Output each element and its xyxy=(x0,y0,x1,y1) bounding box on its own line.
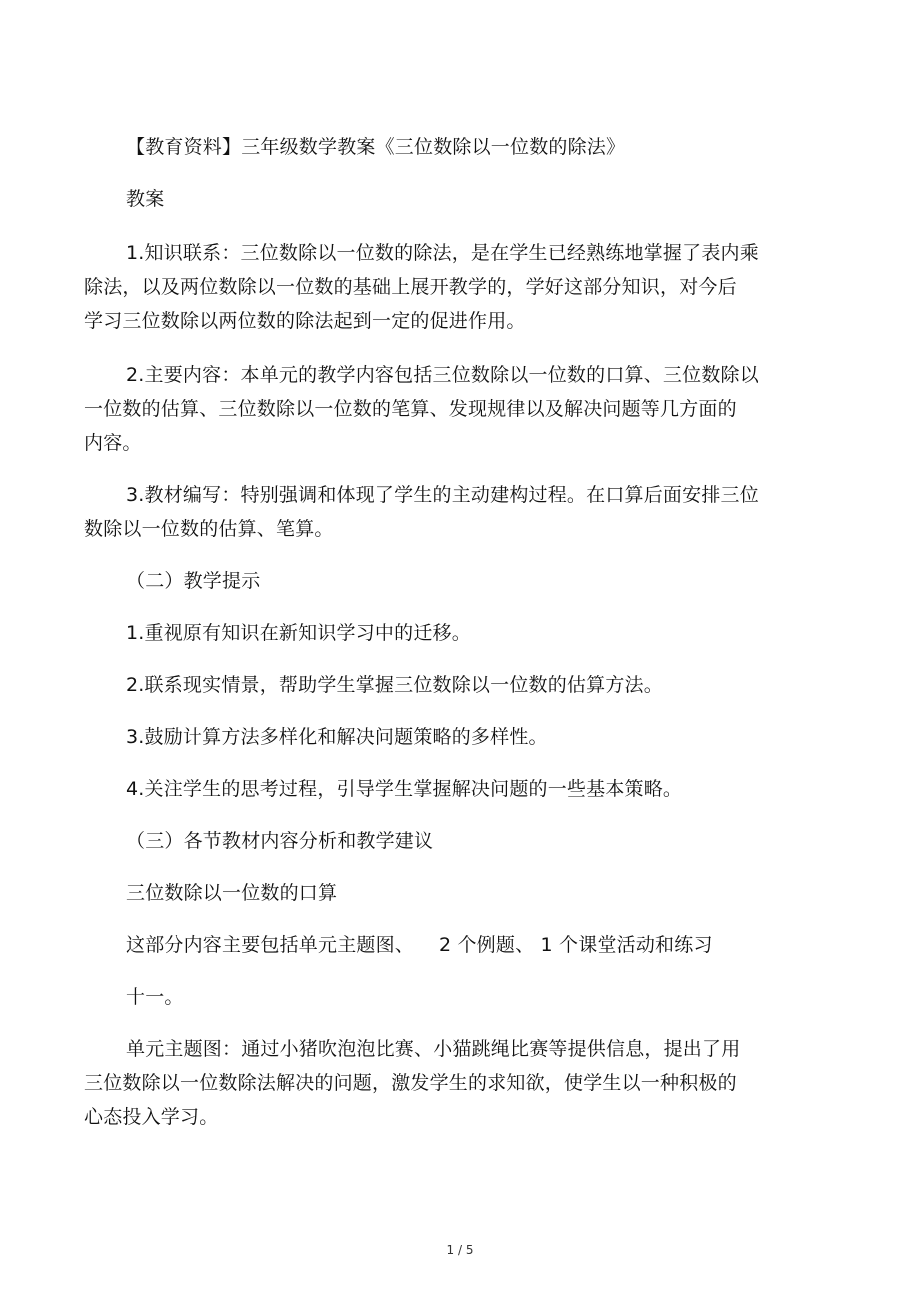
paragraph-3-line-2: 数除以一位数的估算、笔算。 xyxy=(84,518,334,540)
paragraph-2-line-2: 一位数的估算、三位数除以一位数的笔算、发现规律以及解决问题等几方面的 xyxy=(84,398,737,420)
paragraph-last-line-2: 三位数除以一位数除法解决的问题，激发学生的求知欲，使学生以一种积极的 xyxy=(84,1072,737,1094)
content-line-continued: 十一。 xyxy=(126,986,184,1008)
section-2-title: （二）教学提示 xyxy=(126,570,261,592)
paragraph-last-line-1: 单元主题图：通过小猪吹泡泡比赛、小猫跳绳比赛等提供信息，提出了用 xyxy=(126,1038,741,1060)
paragraph-2-line-3: 内容。 xyxy=(84,432,142,454)
document-title: 【教育资料】三年级数学教案《三位数除以一位数的除法》 xyxy=(126,136,626,158)
tip-item-4: 4.关注学生的思考过程，引导学生掌握解决问题的一些基本策略。 xyxy=(126,778,683,800)
subsection-title: 三位数除以一位数的口算 xyxy=(126,882,338,904)
tip-item-2: 2.联系现实情景，帮助学生掌握三位数除以一位数的估算方法。 xyxy=(126,674,663,696)
paragraph-1-line-2: 除法，以及两位数除以一位数的基础上展开教学的，学好这部分知识，对今后 xyxy=(84,276,737,298)
tip-item-3: 3.鼓励计算方法多样化和解决问题策略的多样性。 xyxy=(126,726,548,748)
paragraph-last-line-3: 心态投入学习。 xyxy=(84,1106,219,1128)
paragraph-2-line-1: 2.主要内容：本单元的教学内容包括三位数除以一位数的口算、三位数除以 xyxy=(126,364,759,386)
page-number: 1 / 5 xyxy=(446,1243,474,1257)
section-3-title: （三）各节教材内容分析和教学建议 xyxy=(126,830,434,852)
heading-jiaoan: 教案 xyxy=(126,188,165,210)
paragraph-3-line-1: 3.教材编写：特别强调和体现了学生的主动建构过程。在口算后面安排三位 xyxy=(126,484,759,506)
paragraph-1-line-3: 学习三位数除以两位数的除法起到一定的促进作用。 xyxy=(84,310,526,332)
tip-item-1: 1.重视原有知识在新知识学习中的迁移。 xyxy=(126,622,471,644)
paragraph-1-line-1: 1.知识联系：三位数除以一位数的除法，是在学生已经熟练地掌握了表内乘 xyxy=(126,242,759,264)
content-line: 这部分内容主要包括单元主题图、 2 个例题、 1 个课堂活动和练习 xyxy=(126,934,713,956)
